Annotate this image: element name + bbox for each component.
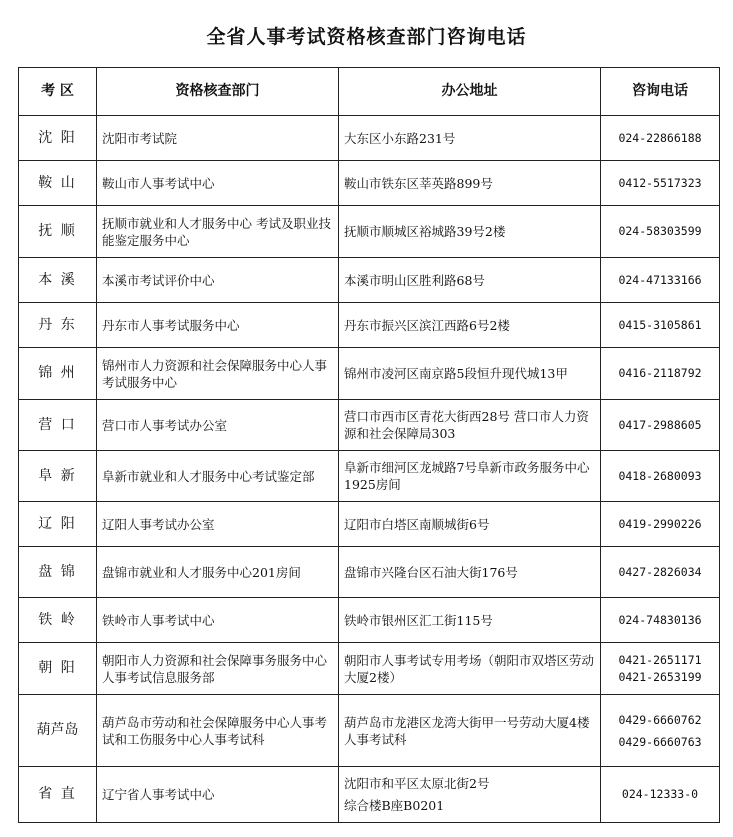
dept-cell: 本溪市考试评价中心 bbox=[97, 258, 339, 303]
table-row bbox=[19, 206, 720, 258]
addr-cell: 辽阳市白塔区南顺城街6号 bbox=[339, 502, 601, 547]
table-row bbox=[19, 348, 720, 400]
header-addr: 办公地址 bbox=[339, 68, 601, 116]
dept-cell: 丹东市人事考试服务中心 bbox=[97, 303, 339, 348]
phone-cell bbox=[601, 598, 720, 643]
area-cell: 省 直 bbox=[19, 767, 97, 823]
addr-cell: 抚顺市顺城区裕城路39号2楼 bbox=[339, 206, 601, 258]
dept-cell: 铁岭市人事考试中心 bbox=[97, 598, 339, 643]
addr-cell: 葫芦岛市龙港区龙湾大街甲一号劳动大厦4楼人事考试科 bbox=[339, 695, 601, 767]
dept-cell: 鞍山市人事考试中心 bbox=[97, 161, 339, 206]
area-cell: 鞍 山 bbox=[19, 161, 97, 206]
table-row bbox=[19, 767, 720, 823]
phone-number: 0418-2680093 bbox=[618, 468, 702, 483]
table-row bbox=[19, 451, 720, 502]
dept-cell: 盘锦市就业和人才服务中心201房间 bbox=[97, 547, 339, 598]
phone-number: 024-47133166 bbox=[618, 272, 702, 287]
table-row bbox=[19, 598, 720, 643]
contact-table bbox=[18, 67, 720, 823]
phone-cell bbox=[601, 258, 720, 303]
area-cell: 盘 锦 bbox=[19, 547, 97, 598]
addr-cell: 阜新市细河区龙城路7号阜新市政务服务中心1925房间 bbox=[339, 451, 601, 502]
phone-number: 0429-6660763 bbox=[618, 734, 702, 749]
area-cell: 营 口 bbox=[19, 400, 97, 451]
area-cell: 抚 顺 bbox=[19, 206, 97, 258]
table-row bbox=[19, 116, 720, 161]
header-area: 考 区 bbox=[19, 68, 97, 116]
addr-cell: 锦州市凌河区南京路5段恒升现代城13甲 bbox=[339, 348, 601, 400]
phone-cell bbox=[601, 502, 720, 547]
phone-number: 0415-3105861 bbox=[618, 317, 702, 332]
addr-cell: 大东区小东路231号 bbox=[339, 116, 601, 161]
phone-number: 0429-6660762 bbox=[618, 712, 702, 727]
header-dept: 资格核查部门 bbox=[97, 68, 339, 116]
area-cell: 葫芦岛 bbox=[19, 695, 97, 767]
page-title: 全省人事考试资格核查部门咨询电话 bbox=[206, 26, 527, 48]
header-row bbox=[19, 68, 720, 116]
phone-cell bbox=[601, 547, 720, 598]
addr-cell: 铁岭市银州区汇工街115号 bbox=[339, 598, 601, 643]
table-row bbox=[19, 547, 720, 598]
phone-cell bbox=[601, 695, 720, 767]
area-cell: 丹 东 bbox=[19, 303, 97, 348]
phone-number: 0416-2118792 bbox=[618, 366, 702, 380]
addr-line: 沈阳市和平区太原北街2号 bbox=[344, 775, 490, 791]
area-cell: 阜 新 bbox=[19, 451, 97, 502]
dept-cell: 辽宁省人事考试中心 bbox=[97, 767, 339, 823]
addr-cell bbox=[339, 767, 601, 823]
phone-number: 0412-5517323 bbox=[618, 175, 702, 190]
dept-cell: 抚顺市就业和人才服务中心 考试及职业技能鉴定服务中心 bbox=[97, 206, 339, 258]
phone-number: 0421-2653199 bbox=[618, 669, 702, 684]
area-cell: 铁 岭 bbox=[19, 598, 97, 643]
area-cell: 辽 阳 bbox=[19, 502, 97, 547]
area-cell: 本 溪 bbox=[19, 258, 97, 303]
table-row bbox=[19, 695, 720, 767]
phone-number: 0427-2826034 bbox=[618, 564, 702, 579]
dept-cell: 营口市人事考试办公室 bbox=[97, 400, 339, 451]
table-row bbox=[19, 400, 720, 451]
dept-cell: 朝阳市人力资源和社会保障事务服务中心人事考试信息服务部 bbox=[97, 643, 339, 695]
area-cell: 锦 州 bbox=[19, 348, 97, 400]
phone-number: 024-12333-0 bbox=[621, 787, 699, 801]
phone-cell bbox=[601, 451, 720, 502]
addr-cell: 本溪市明山区胜利路68号 bbox=[339, 258, 601, 303]
phone-cell bbox=[601, 161, 720, 206]
dept-cell: 沈阳市考试院 bbox=[97, 116, 339, 161]
phone-number: 024-22866188 bbox=[618, 130, 702, 145]
addr-cell: 盘锦市兴隆台区石油大街176号 bbox=[339, 547, 601, 598]
phone-cell bbox=[601, 303, 720, 348]
phone-number: 0421-2651171 bbox=[618, 652, 702, 667]
phone-cell bbox=[601, 206, 720, 258]
phone-cell bbox=[601, 767, 720, 823]
phone-cell bbox=[601, 643, 720, 695]
table-row bbox=[19, 502, 720, 547]
header-phone: 咨询电话 bbox=[601, 68, 720, 116]
phone-cell bbox=[601, 116, 720, 161]
addr-cell: 营口市西市区青花大街西28号 营口市人力资源和社会保障局303 bbox=[339, 400, 601, 451]
phone-number: 024-58303599 bbox=[618, 224, 702, 238]
addr-cell: 鞍山市铁东区莘英路899号 bbox=[339, 161, 601, 206]
area-cell: 朝 阳 bbox=[19, 643, 97, 695]
phone-cell bbox=[601, 348, 720, 400]
table-row bbox=[19, 258, 720, 303]
table-row bbox=[19, 643, 720, 695]
table-row bbox=[19, 161, 720, 206]
phone-number: 024-74830136 bbox=[618, 612, 702, 627]
addr-line: 综合楼B座B0201 bbox=[344, 797, 445, 813]
addr-cell: 朝阳市人事考试专用考场（朝阳市双塔区劳动大厦2楼） bbox=[339, 643, 601, 695]
dept-cell: 锦州市人力资源和社会保障服务中心人事考试服务中心 bbox=[97, 348, 339, 400]
dept-cell: 辽阳人事考试办公室 bbox=[97, 502, 339, 547]
addr-cell: 丹东市振兴区滨江西路6号2楼 bbox=[339, 303, 601, 348]
phone-number: 0417-2988605 bbox=[618, 417, 702, 432]
area-cell: 沈 阳 bbox=[19, 116, 97, 161]
phone-cell bbox=[601, 400, 720, 451]
table-row bbox=[19, 303, 720, 348]
dept-cell: 葫芦岛市劳动和社会保障服务中心人事考试和工伤服务中心人事考试科 bbox=[97, 695, 339, 767]
phone-number: 0419-2990226 bbox=[618, 516, 702, 531]
dept-cell: 阜新市就业和人才服务中心考试鉴定部 bbox=[97, 451, 339, 502]
